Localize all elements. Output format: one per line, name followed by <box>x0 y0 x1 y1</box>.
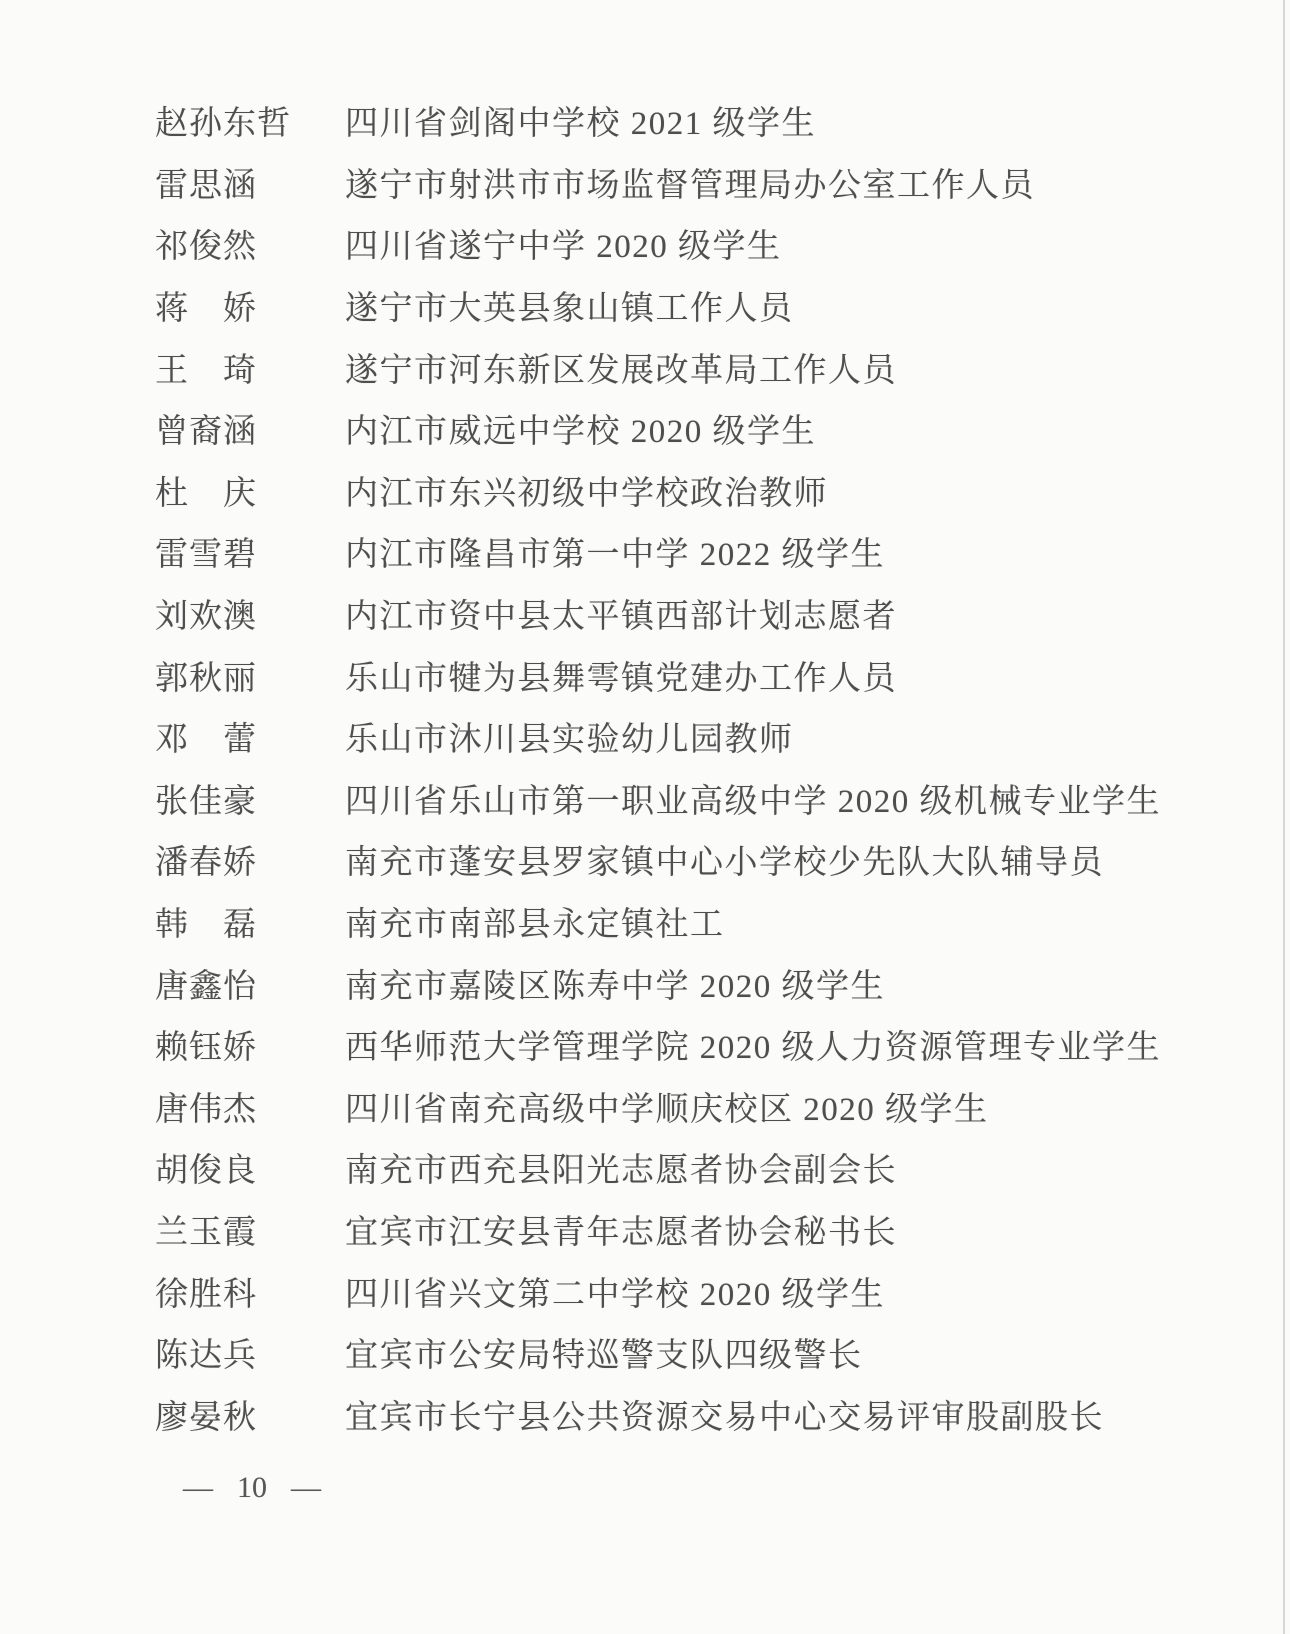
person-title: 西华师范大学管理学院 2020 级人力资源管理专业学生 <box>345 1030 1161 1067</box>
person-name: 邓 蕾 <box>155 722 257 759</box>
person-name: 陈达兵 <box>155 1338 257 1375</box>
list-item <box>0 1199 1290 1261</box>
person-title: 内江市隆昌市第一中学 2022 级学生 <box>345 537 885 574</box>
person-name: 徐胜科 <box>155 1276 257 1313</box>
person-name: 杜 庆 <box>155 475 257 512</box>
list-item <box>0 644 1290 706</box>
person-title: 内江市威远中学校 2020 级学生 <box>345 414 816 451</box>
list-item <box>0 1137 1290 1199</box>
person-title: 四川省南充高级中学顺庆校区 2020 级学生 <box>345 1091 989 1128</box>
page-footer <box>183 1471 1290 1505</box>
list-item <box>0 829 1290 891</box>
person-name: 蒋 娇 <box>155 291 257 328</box>
person-name: 胡俊良 <box>155 1153 257 1190</box>
list-item <box>0 213 1290 275</box>
person-title: 南充市西充县阳光志愿者协会副会长 <box>345 1153 897 1190</box>
person-name: 郭秋丽 <box>155 660 257 697</box>
person-name: 王 琦 <box>155 352 257 389</box>
list-item <box>0 1260 1290 1322</box>
list-item <box>0 952 1290 1014</box>
person-name: 雷思涵 <box>155 167 257 204</box>
person-title: 内江市东兴初级中学校政治教师 <box>345 475 828 512</box>
list-item <box>0 275 1290 337</box>
list-item <box>0 90 1290 152</box>
list-item <box>0 583 1290 645</box>
person-name: 张佳豪 <box>155 783 257 820</box>
person-name: 唐伟杰 <box>155 1091 257 1128</box>
person-name: 雷雪碧 <box>155 537 257 574</box>
list-item <box>0 521 1290 583</box>
list-item <box>0 460 1290 522</box>
person-name: 赵孙东哲 <box>155 106 291 143</box>
person-title: 乐山市沐川县实验幼儿园教师 <box>345 722 794 759</box>
person-title: 四川省遂宁中学 2020 级学生 <box>345 229 782 266</box>
list-item <box>0 1322 1290 1384</box>
footer-left-dash: — <box>183 1471 213 1505</box>
person-name: 兰玉霞 <box>155 1214 257 1251</box>
person-name: 潘春娇 <box>155 845 257 882</box>
list-item <box>0 1014 1290 1076</box>
person-title: 南充市南部县永定镇社工 <box>345 907 725 944</box>
list-item <box>0 336 1290 398</box>
person-title: 乐山市犍为县舞雩镇党建办工作人员 <box>345 660 897 697</box>
person-title: 宜宾市江安县青年志愿者协会秘书长 <box>345 1214 897 1251</box>
person-title: 南充市蓬安县罗家镇中心小学校少先队大队辅导员 <box>345 845 1104 882</box>
person-name: 唐鑫怡 <box>155 968 257 1005</box>
person-title: 遂宁市大英县象山镇工作人员 <box>345 291 794 328</box>
person-title: 宜宾市长宁县公共资源交易中心交易评审股副股长 <box>345 1399 1104 1436</box>
list-item <box>0 891 1290 953</box>
person-name: 赖钰娇 <box>155 1030 257 1067</box>
list-item <box>0 768 1290 830</box>
person-title: 宜宾市公安局特巡警支队四级警长 <box>345 1338 863 1375</box>
person-title: 南充市嘉陵区陈寿中学 2020 级学生 <box>345 968 885 1005</box>
person-title: 遂宁市河东新区发展改革局工作人员 <box>345 352 897 389</box>
person-title: 四川省兴文第二中学校 2020 级学生 <box>345 1276 885 1313</box>
person-title: 内江市资中县太平镇西部计划志愿者 <box>345 599 897 636</box>
list-item <box>0 1383 1290 1445</box>
page-number: 10 <box>237 1471 267 1505</box>
person-title: 四川省剑阁中学校 2021 级学生 <box>345 106 816 143</box>
list-item <box>0 706 1290 768</box>
list-item <box>0 152 1290 214</box>
scan-edge-line <box>1283 0 1285 1634</box>
list-item <box>0 1076 1290 1138</box>
person-name: 韩 磊 <box>155 907 257 944</box>
person-name: 祁俊然 <box>155 229 257 266</box>
footer-right-dash: — <box>291 1471 321 1505</box>
person-title: 四川省乐山市第一职业高级中学 2020 级机械专业学生 <box>345 783 1161 820</box>
person-title: 遂宁市射洪市市场监督管理局办公室工作人员 <box>345 167 1035 204</box>
person-name: 曾裔涵 <box>155 414 257 451</box>
person-name: 廖晏秋 <box>155 1399 257 1436</box>
list-item <box>0 398 1290 460</box>
person-name: 刘欢澳 <box>155 599 257 636</box>
